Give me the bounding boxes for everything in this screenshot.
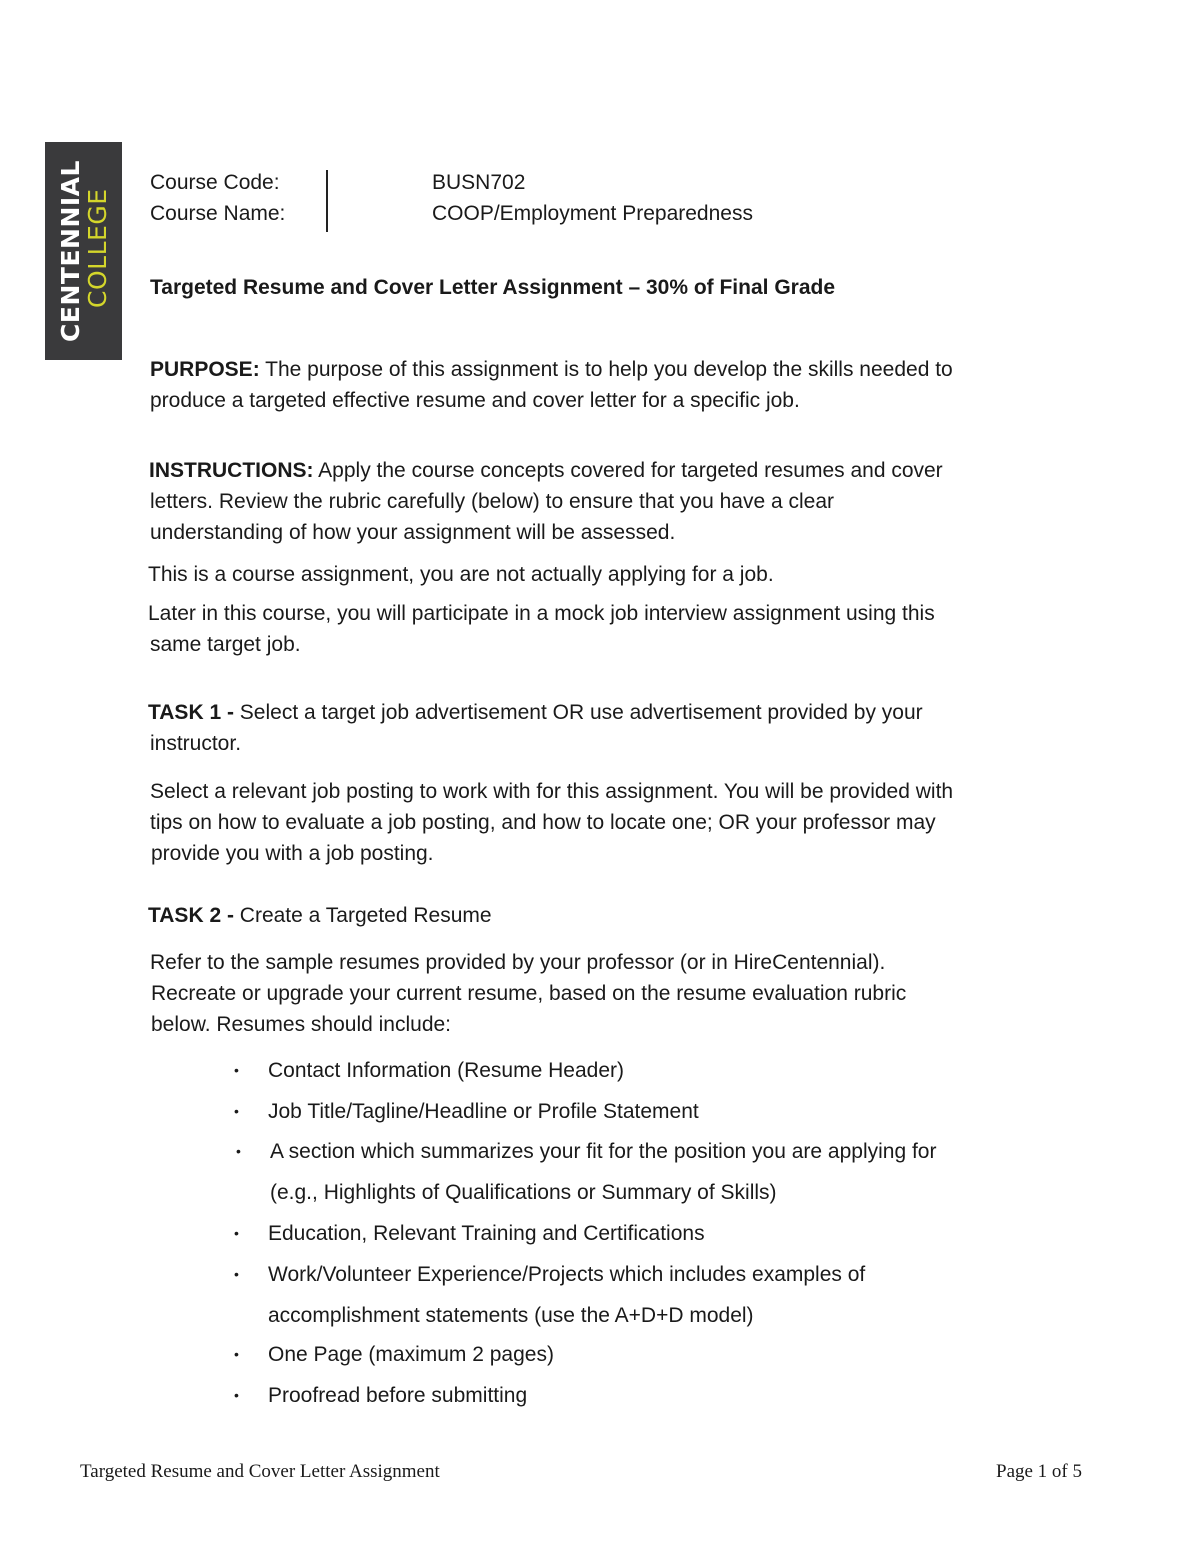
task1-heading-line-2: instructor. [150,732,242,755]
task2-body-line-3: below. Resumes should include: [151,1013,452,1036]
task2-body-line-2: Recreate or upgrade your current resume, based on the resume evaluation rubric [151,982,907,1005]
bullet-marker: • [234,1103,239,1119]
bullet-marker: • [234,1266,239,1282]
task1-body-line-2: tips on how to evaluate a job posting, and how to locate one; OR your professor may [150,811,936,834]
bullet-marker: • [236,1143,241,1159]
instructions-line-2: letters. Review the rubric carefully (below) to ensure that you have a clear [150,490,834,513]
note-not-applying: This is a course assignment, you are not actually applying for a job. [148,563,774,586]
course-code-value: BUSN702 [432,171,526,194]
footer-page-number: Page 1 of 5 [996,1461,1083,1482]
note-mock-interview-1: Later in this course, you will participate in a mock job interview assignment using this [148,602,935,625]
bullet-marker: • [234,1346,239,1362]
logo-line-centennial: CENTENNIAL [55,160,85,342]
instructions-line-1 [149,455,943,486]
task2-body-line-1: Refer to the sample resumes provided by your professor (or in HireCentennial). [150,951,886,974]
note-mock-interview-2: same target job. [150,633,301,656]
task1-label: TASK 1 - [148,701,234,724]
bullet-marker: • [234,1225,239,1241]
task1-heading-text: Select a target job advertisement OR use advertisement provided by your [233,701,923,724]
list-item: One Page (maximum 2 pages) [268,1343,554,1366]
list-item: Education, Relevant Training and Certifications [268,1222,705,1245]
list-item-continued: accomplishment statements (use the A+D+D model) [268,1304,754,1327]
footer-document-title: Targeted Resume and Cover Letter Assignment [80,1461,440,1482]
course-name-label: Course Name: [150,202,286,225]
list-item-continued: (e.g., Highlights of Qualifications or Summary of Skills) [270,1181,777,1204]
purpose-line-2: produce a targeted effective resume and cover letter for a specific job. [150,389,800,412]
list-item: Work/Volunteer Experience/Projects which includes examples of [268,1263,866,1286]
logo-line-college: COLLEGE [82,188,112,308]
bullet-marker: • [234,1387,239,1403]
header-divider [326,170,328,232]
task1-body-line-3: provide you with a job posting. [151,842,434,865]
purpose-text-1: The purpose of this assignment is to help you develop the skills needed to [259,358,953,381]
list-item: Proofread before submitting [268,1384,528,1407]
list-item: A section which summarizes your fit for the position you are applying for [270,1140,937,1163]
task2-heading-text: Create a Targeted Resume [233,904,492,927]
college-logo [45,142,122,360]
list-item: Job Title/Tagline/Headline or Profile Statement [268,1100,699,1123]
task2-label: TASK 2 - [148,904,234,927]
course-code-label: Course Code: [150,171,280,194]
list-item: Contact Information (Resume Header) [268,1059,624,1082]
task1-heading [148,697,923,728]
purpose-line-1 [150,354,953,385]
course-name-value: COOP/Employment Preparedness [432,202,753,225]
task1-body-line-1: Select a relevant job posting to work with for this assignment. You will be provided with [150,780,954,803]
instructions-text-1: Apply the course concepts covered for targeted resumes and cover [313,459,943,482]
task2-heading [148,900,492,931]
instructions-label: INSTRUCTIONS: [149,459,314,482]
bullet-marker: • [234,1062,239,1078]
document-title: Targeted Resume and Cover Letter Assignment – 30% of Final Grade [150,276,836,299]
purpose-label: PURPOSE: [150,358,260,381]
instructions-line-3: understanding of how your assignment will be assessed. [150,521,676,544]
